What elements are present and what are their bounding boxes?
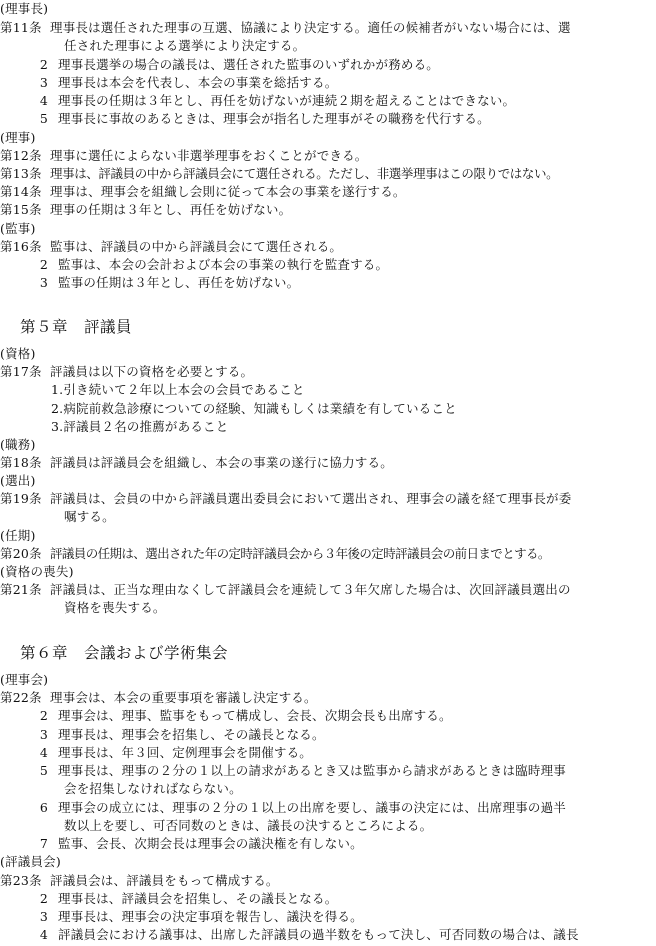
clause: 4 理事長の任期は３年とし、再任を妨げないが連続２期を超えることはできない。 bbox=[39, 93, 516, 108]
list-item: 2.病院前救急診療についての経験、知識もしくは業績を有していること bbox=[51, 401, 457, 416]
article-15: 第15条 理事の任期は３年とし、再任を妨げない。 bbox=[0, 202, 292, 217]
article-14: 第14条 理事は、理事会を組織し会則に従って本会の事業を遂行する。 bbox=[0, 184, 406, 199]
clause: 2 理事長選挙の場合の議長は、選任された監事のいずれかが務める。 bbox=[39, 57, 440, 72]
article-17: 第17条 評議員は以下の資格を必要とする。 bbox=[0, 364, 254, 379]
clause-continuation: 数以上を要し、可否同数のときは、議長の決するところによる。 bbox=[64, 818, 433, 833]
section-label: (評議員会) bbox=[0, 854, 61, 869]
section-label: (資格) bbox=[0, 346, 36, 361]
article-12: 第12条 理事に選任によらない非選挙理事をおくことができる。 bbox=[0, 148, 368, 163]
clause: 3 理事長は、理事会の決定事項を報告し、議決を得る。 bbox=[39, 909, 363, 924]
clause: 2 理事長は、評議員会を招集し、その議長となる。 bbox=[39, 891, 338, 906]
article-19: 第19条 評議員は、会員の中から評議員選出委員会において選出され、理事会の議を経て理事長が委 bbox=[0, 491, 572, 506]
article-number: 第11条 bbox=[0, 20, 42, 35]
clause: 5 理事長に事故のあるときは、理事会が指名した理事がその職務を代行する。 bbox=[39, 111, 490, 126]
section-label: (職務) bbox=[0, 437, 36, 452]
section-label: (任期) bbox=[0, 528, 36, 543]
chapter-heading: 第５章 評議員 bbox=[20, 318, 133, 336]
chapter-heading: 第６章 会議および学術集会 bbox=[20, 644, 229, 662]
article-21: 第21条 評議員は、正当な理由なくして評議員会を連続して３年欠席した場合は、次回評議員選出の bbox=[0, 582, 571, 597]
clause: 4 評議員会における議事は、出席した評議員の過半数をもって決し、可否同数の場合は、議長 bbox=[39, 927, 579, 942]
section-label: (理事長) bbox=[0, 1, 49, 16]
article-continuation: 資格を喪失する。 bbox=[64, 600, 166, 615]
article-20: 第20条 評議員の任期は、選出された年の定時評議員会から３年後の定時評議員会の前日までとする。 bbox=[0, 546, 550, 561]
article-11: 第11条 理事長は選任された理事の互選、協議により決定する。適任の候補者がいない場合には、選 bbox=[0, 20, 571, 35]
clause: 3 理事長は本会を代表し、本会の事業を総括する。 bbox=[39, 75, 338, 90]
section-label: (理事会) bbox=[0, 672, 49, 687]
section-label: (理事) bbox=[0, 130, 36, 145]
article-23: 第23条 評議員会は、評議員をもって構成する。 bbox=[0, 873, 279, 888]
list-item: 1.引き続いて２年以上本会の会員であること bbox=[51, 382, 305, 397]
article-16: 第16条 監事は、評議員の中から評議員会にて選任される。 bbox=[0, 239, 343, 254]
article-continuation: 任された理事による選挙により決定する。 bbox=[64, 38, 306, 53]
list-item: 3.評議員２名の推薦があること bbox=[51, 419, 229, 434]
section-label: (選出) bbox=[0, 473, 36, 488]
article-22: 第22条 理事会は、本会の重要事項を審議し決定する。 bbox=[0, 690, 317, 705]
clause: 7 監事、会長、次期会長は理事会の議決権を有しない。 bbox=[39, 836, 363, 851]
clause: 3 理事長は、理事会を招集し、その議長となる。 bbox=[39, 727, 325, 742]
section-label: (資格の喪失) bbox=[0, 564, 74, 579]
clause: 6 理事会の成立には、理事の２分の１以上の出席を要し、議事の決定には、出席理事の過半 bbox=[39, 800, 567, 815]
clause: 3 監事の任期は３年とし、再任を妨げない。 bbox=[39, 275, 300, 290]
clause: 2 監事は、本会の会計および本会の事業の執行を監査する。 bbox=[39, 257, 389, 272]
clause: 5 理事長は、理事の２分の１以上の請求があるとき又は監事から請求があるときは臨時理事 bbox=[39, 763, 567, 778]
article-13: 第13条 理事は、評議員の中から評議員会にて選任される。ただし、非選挙理事はこの限りではない。 bbox=[0, 166, 559, 181]
clause-continuation: 会を招集しなければならない。 bbox=[64, 781, 242, 796]
clause: 2 理事会は、理事、監事をもって構成し、会長、次期会長も出席する。 bbox=[39, 708, 452, 723]
clause: 4 理事長は、年３回、定例理事会を開催する。 bbox=[39, 745, 313, 760]
article-continuation: 嘱する。 bbox=[64, 509, 115, 524]
section-label: (監事) bbox=[0, 221, 36, 236]
article-18: 第18条 評議員は評議員会を組織し、本会の事業の遂行に協力する。 bbox=[0, 455, 393, 470]
